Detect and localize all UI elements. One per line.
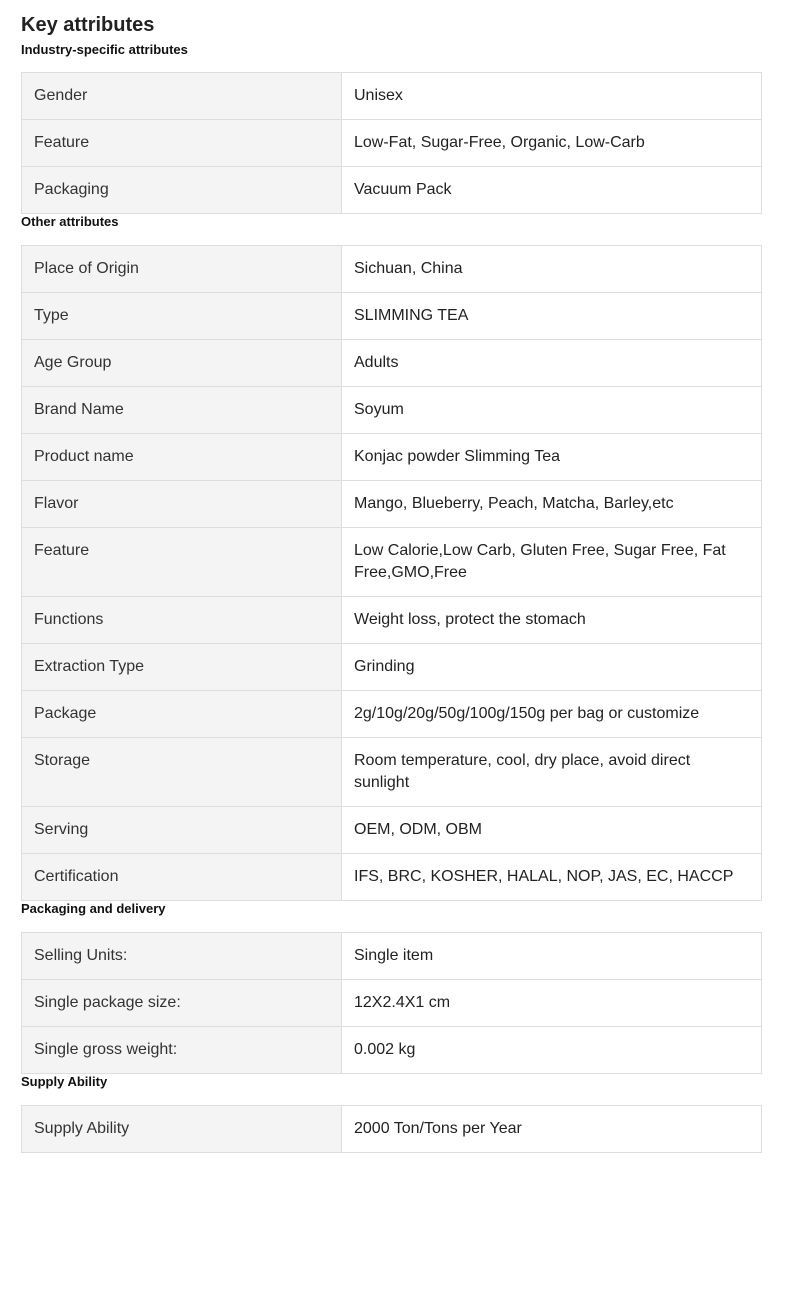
attribute-value: Weight loss, protect the stomach [342, 597, 762, 644]
table-row [22, 854, 762, 901]
attribute-key: Functions [22, 597, 342, 644]
table-row [22, 246, 762, 293]
attribute-value: SLIMMING TEA [342, 293, 762, 340]
attribute-value: 2g/10g/20g/50g/100g/150g per bag or customize [342, 691, 762, 738]
table-row [22, 738, 762, 807]
table-row [22, 691, 762, 738]
attribute-value: 12X2.4X1 cm [342, 980, 762, 1027]
attribute-key: Age Group [22, 340, 342, 387]
table-row [22, 933, 762, 980]
table-row [22, 1027, 762, 1074]
page-title: Key attributes [21, 14, 155, 36]
attribute-key: Brand Name [22, 387, 342, 434]
section-heading-other: Other attributes [21, 214, 119, 229]
table-row [22, 481, 762, 528]
attribute-key: Gender [22, 73, 342, 120]
attribute-key: Single gross weight: [22, 1027, 342, 1074]
attribute-value: Unisex [342, 73, 762, 120]
table-row [22, 387, 762, 434]
table-row [22, 120, 762, 167]
table-row [22, 73, 762, 120]
attribute-key: Place of Origin [22, 246, 342, 293]
section-heading-packaging: Packaging and delivery [21, 901, 166, 916]
attribute-key: Extraction Type [22, 644, 342, 691]
attribute-key: Storage [22, 738, 342, 807]
attribute-value: Mango, Blueberry, Peach, Matcha, Barley,etc [342, 481, 762, 528]
attribute-key: Feature [22, 528, 342, 597]
industry-attributes-table [21, 72, 762, 214]
attribute-key: Single package size: [22, 980, 342, 1027]
attribute-value: Vacuum Pack [342, 167, 762, 214]
attribute-value: Sichuan, China [342, 246, 762, 293]
attribute-key: Type [22, 293, 342, 340]
section-heading-industry: Industry-specific attributes [21, 42, 188, 57]
attribute-value: Konjac powder Slimming Tea [342, 434, 762, 481]
table-row [22, 434, 762, 481]
attribute-key: Certification [22, 854, 342, 901]
packaging-delivery-table [21, 932, 762, 1074]
attribute-key: Serving [22, 807, 342, 854]
attribute-value: Low Calorie,Low Carb, Gluten Free, Sugar Free, Fat Free,GMO,Free [342, 528, 762, 597]
attribute-key: Supply Ability [22, 1106, 342, 1153]
supply-ability-table [21, 1105, 762, 1153]
attribute-value: OEM, ODM, OBM [342, 807, 762, 854]
table-row [22, 644, 762, 691]
attribute-value: Single item [342, 933, 762, 980]
attribute-key: Packaging [22, 167, 342, 214]
attribute-key: Flavor [22, 481, 342, 528]
attribute-key: Package [22, 691, 342, 738]
attribute-value: Low-Fat, Sugar-Free, Organic, Low-Carb [342, 120, 762, 167]
attribute-key: Product name [22, 434, 342, 481]
table-row [22, 167, 762, 214]
table-row [22, 340, 762, 387]
attribute-value: Adults [342, 340, 762, 387]
attribute-value: Grinding [342, 644, 762, 691]
table-row [22, 980, 762, 1027]
attribute-key: Feature [22, 120, 342, 167]
table-row [22, 597, 762, 644]
attribute-value: Soyum [342, 387, 762, 434]
table-row [22, 528, 762, 597]
attribute-value: 0.002 kg [342, 1027, 762, 1074]
section-heading-supply: Supply Ability [21, 1074, 108, 1089]
table-row [22, 1106, 762, 1153]
attribute-value: IFS, BRC, KOSHER, HALAL, NOP, JAS, EC, HACCP [342, 854, 762, 901]
other-attributes-table [21, 245, 762, 901]
table-row [22, 293, 762, 340]
attribute-value: Room temperature, cool, dry place, avoid direct sunlight [342, 738, 762, 807]
attribute-value: 2000 Ton/Tons per Year [342, 1106, 762, 1153]
table-row [22, 807, 762, 854]
attribute-key: Selling Units: [22, 933, 342, 980]
